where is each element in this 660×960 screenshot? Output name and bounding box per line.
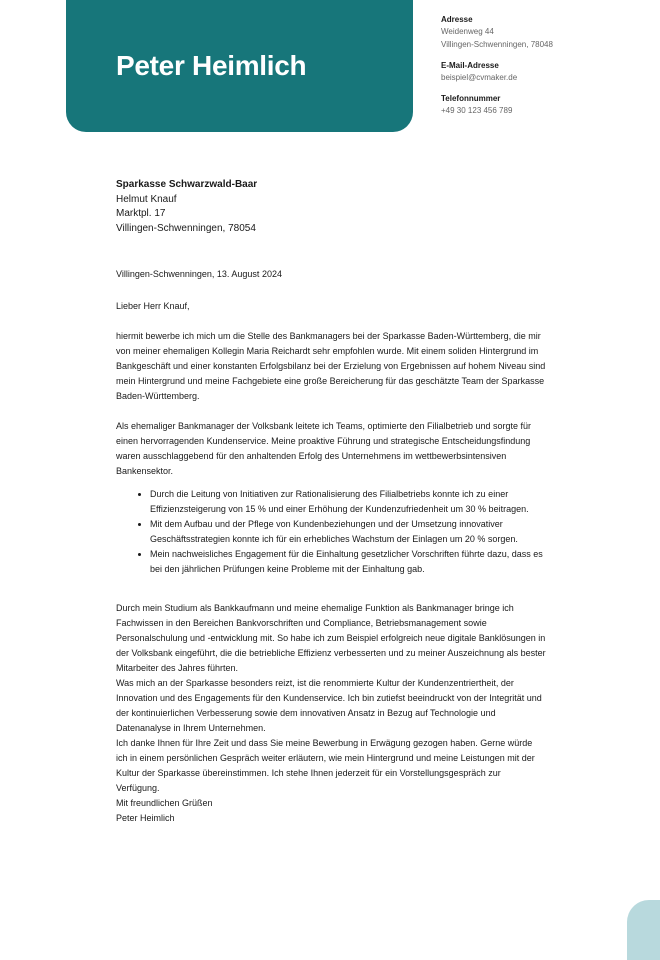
list-item: • Mein nachweisliches Engagement für die Einhaltung gesetzlicher Vorschriften führte dazu, dass es bei den jährlichen Prüfungen keine Probleme mit der Einhaltung gab. xyxy=(150,547,546,577)
achievement-list xyxy=(116,487,546,577)
signature-name: Peter Heimlich xyxy=(116,813,175,823)
contact-address xyxy=(441,14,641,51)
recipient-company: Sparkasse Schwarzwald-Baar xyxy=(116,179,258,190)
phone-value: +49 30 123 456 789 xyxy=(441,106,513,115)
contact-info xyxy=(441,14,641,126)
corner-decoration xyxy=(627,900,660,960)
closing-block xyxy=(116,796,213,826)
email-value: beispiel@cvmaker.de xyxy=(441,73,518,82)
address-line1: Weidenweg 44 xyxy=(441,27,494,36)
paragraph-1: hiermit bewerbe ich mich um die Stelle des Bankmanagers bei der Sparkasse Baden-Württemberg, die mir von meiner ehemaligen Kollegin Maria Reichardt sehr empfohlen wurde. Mit einem soliden Hintergrund im Bankgeschäft und einer konstanten Erfolgsbilanz bei der Erzielung von Ergebnissen auf hohem Niveau sind mein Hintergrund und meine Fachgebiete eine große Bereicherung für das geschätzte Team der Sparkasse Baden-Württemberg. xyxy=(116,331,546,401)
closing-phrase: Mit freundlichen Grüßen xyxy=(116,798,213,808)
list-item: • Mit dem Aufbau und der Pflege von Kundenbeziehungen und der Umsetzung innovativer Geschäftsstrategien konnte ich für ein erhebliches Wachstum der Einlagen um 20 % sorgen. xyxy=(150,517,546,547)
recipient-street: Marktpl. 17 xyxy=(116,208,166,219)
email-label: E-Mail-Adresse xyxy=(441,61,499,70)
address-line2: Villingen-Schwenningen, 78048 xyxy=(441,40,553,49)
salutation: Lieber Herr Knauf, xyxy=(116,301,190,311)
recipient-block xyxy=(116,178,546,236)
list-item: • Durch die Leitung von Initiativen zur Rationalisierung des Filialbetriebs konnte ich zu einer Effizienzsteigerung von 15 % und einer Erhöhung der Kundenzufriedenheit um 30 % beitragen. xyxy=(150,487,546,517)
header-banner xyxy=(66,0,413,132)
letter-date: Villingen-Schwenningen, 13. August 2024 xyxy=(116,269,282,279)
recipient-person: Helmut Knauf xyxy=(116,193,177,205)
paragraph-5: Ich danke Ihnen für Ihre Zeit und dass Sie meine Bewerbung in Erwägung gezogen haben. Gerne würde ich in einem persönlichen Gespräch weiter erläutern, wie mein Hintergrund und meine Leistungen mit der Kultur der Sparkasse übereinstimmen. Ich stehe Ihnen jederzeit für ein Vorstellungsgespräch zur Verfügung. xyxy=(116,738,535,793)
contact-email xyxy=(441,60,641,84)
applicant-name: Peter Heimlich xyxy=(116,50,307,81)
contact-phone xyxy=(441,93,641,117)
address-label: Adresse xyxy=(441,15,473,24)
paragraph-2: Als ehemaliger Bankmanager der Volksbank leitete ich Teams, optimierte den Filialbetrieb und sorgte für einen hervorragenden Kundenservice. Meine proaktive Führung und strategische Entscheidungsfindung waren ausschlaggebend für den anhaltenden Erfolg des Unternehmens im wettbewerbsintensiven Bankensektor. xyxy=(116,421,532,476)
recipient-city: Villingen-Schwenningen, 78054 xyxy=(116,222,256,234)
paragraph-3: Durch mein Studium als Bankkaufmann und meine ehemalige Funktion als Bankmanager bringe ich Fachwissen in den Bereichen Bankvorschriften und Compliance, Betriebsmanagement sowie Personalschulung und -entwicklung mit. So habe ich zum Beispiel erfolgreich neue digitale Banklösungen in der Volksbank eingeführt, die die betriebliche Effizienz verbesserten und zu meiner Auszeichnung als bester Mitarbeiter des Jahres führten. xyxy=(116,603,546,673)
paragraph-4: Was mich an der Sparkasse besonders reizt, ist die renommierte Kultur der Kundenzentriertheit, der Innovation und des Engagements für den Kundenservice. Ich bin zutiefst beeindruckt von der Integrität und der kontinuierlichen Verbesserung sowie dem innovativen Ansatz in Bezug auf Technologie und Datenanalyse in Ihrem Unternehmen. xyxy=(116,678,542,733)
letter-body xyxy=(116,178,546,823)
phone-label: Telefonnummer xyxy=(441,94,501,103)
